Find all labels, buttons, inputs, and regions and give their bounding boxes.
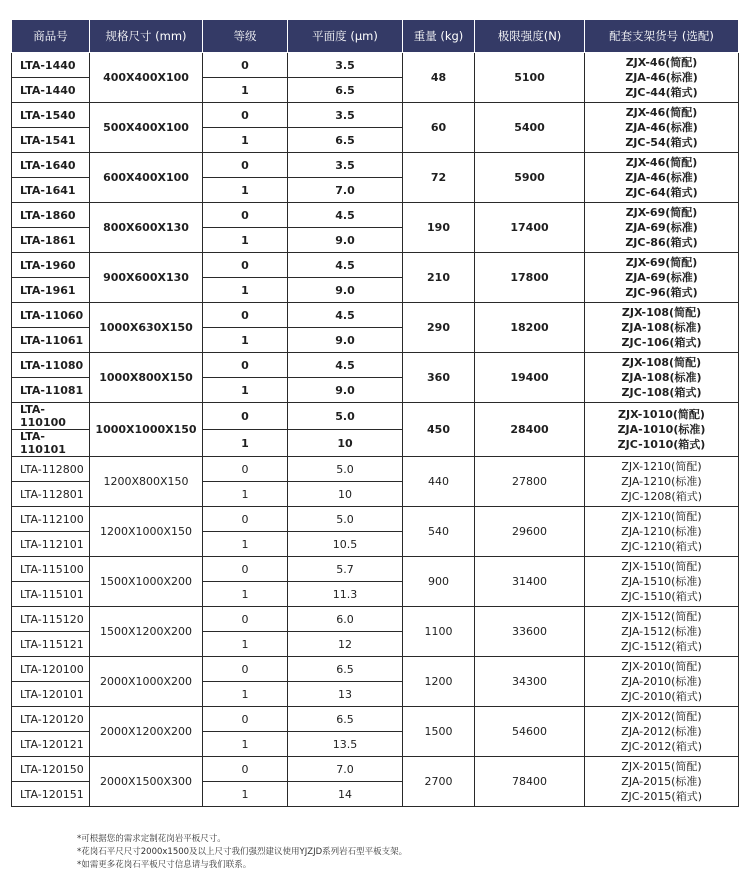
bracket-item: ZJX-1210(简配) — [621, 510, 702, 523]
col-header-grade: 等级 — [203, 20, 288, 53]
grade-cell: 0 — [203, 607, 288, 632]
flatness-cell: 9.0 — [288, 328, 403, 353]
bracket-item: ZJX-46(简配) — [625, 156, 698, 169]
grade-cell: 1 — [203, 430, 288, 457]
grade-cell: 1 — [203, 178, 288, 203]
col-header-bracket: 配套支架货号 (选配) — [585, 20, 739, 53]
bracket-item: ZJA-1010(标准) — [617, 423, 706, 436]
grade-cell: 0 — [203, 757, 288, 782]
model-number: LTA-112800 — [12, 457, 90, 482]
bracket-item: ZJC-108(箱式) — [621, 386, 702, 399]
bracket-cell — [585, 607, 739, 657]
bracket-item: ZJC-1208(箱式) — [620, 490, 702, 503]
grade-cell: 0 — [203, 153, 288, 178]
table-body — [12, 53, 739, 807]
bracket-item: ZJA-46(标准) — [625, 121, 698, 134]
bracket-item: ZJC-64(箱式) — [625, 186, 698, 199]
footnote: *可根据您的需求定制花岗岩平板尺寸。 — [77, 834, 226, 844]
table-row — [12, 353, 739, 378]
grade-cell: 0 — [203, 303, 288, 328]
flatness-cell: 3.5 — [288, 103, 403, 128]
table-row — [12, 303, 739, 328]
flatness-cell: 3.5 — [288, 153, 403, 178]
table-row — [12, 657, 739, 682]
flatness-cell: 6.5 — [288, 707, 403, 732]
bracket-item: ZJA-69(标准) — [625, 221, 698, 234]
model-number: LTA-1541 — [12, 128, 90, 153]
grade-cell: 0 — [203, 403, 288, 430]
model-number: LTA-1440 — [12, 78, 90, 103]
bracket-item: ZJC-2012(箱式) — [620, 740, 702, 753]
bracket-cell — [585, 657, 739, 707]
grade-cell: 1 — [203, 732, 288, 757]
grade-cell: 0 — [203, 557, 288, 582]
flatness-cell: 4.5 — [288, 203, 403, 228]
bracket-cell — [585, 403, 739, 457]
size-cell: 900X600X130 — [90, 253, 203, 303]
model-number: LTA-120121 — [12, 732, 90, 757]
bracket-cell — [585, 103, 739, 153]
flatness-cell: 13.5 — [288, 732, 403, 757]
flatness-cell: 4.5 — [288, 253, 403, 278]
table-row — [12, 253, 739, 278]
size-cell: 500X400X100 — [90, 103, 203, 153]
bracket-item: ZJA-46(标准) — [625, 171, 698, 184]
bracket-item: ZJC-2010(箱式) — [620, 690, 702, 703]
grade-cell: 0 — [203, 53, 288, 78]
flatness-cell: 10 — [288, 482, 403, 507]
flatness-cell: 13 — [288, 682, 403, 707]
model-number: LTA-120120 — [12, 707, 90, 732]
size-cell: 2000X1500X300 — [90, 757, 203, 807]
footnote: *花岗石平尺尺寸2000x1500及以上尺寸我们强烈建议使用YJZJD系列岩石型平板支架。 — [77, 847, 408, 857]
grade-cell: 1 — [203, 682, 288, 707]
grade-cell: 0 — [203, 203, 288, 228]
size-cell: 800X600X130 — [90, 203, 203, 253]
flatness-cell: 5.0 — [288, 507, 403, 532]
model-number: LTA-120101 — [12, 682, 90, 707]
model-number: LTA-11061 — [12, 328, 90, 353]
size-cell: 600X400X100 — [90, 153, 203, 203]
strength-cell: 33600 — [475, 607, 585, 657]
weight-cell: 60 — [403, 103, 475, 153]
table-row — [12, 757, 739, 782]
table-row — [12, 153, 739, 178]
strength-cell: 18200 — [475, 303, 585, 353]
flatness-cell: 10 — [288, 430, 403, 457]
flatness-cell: 5.0 — [288, 403, 403, 430]
grade-cell: 1 — [203, 482, 288, 507]
flatness-cell: 6.5 — [288, 128, 403, 153]
bracket-cell — [585, 303, 739, 353]
flatness-cell: 6.5 — [288, 657, 403, 682]
size-cell: 1500X1200X200 — [90, 607, 203, 657]
flatness-cell: 4.5 — [288, 353, 403, 378]
size-cell: 2000X1000X200 — [90, 657, 203, 707]
bracket-item: ZJX-2012(简配) — [621, 710, 702, 723]
bracket-cell — [585, 557, 739, 607]
strength-cell: 5900 — [475, 153, 585, 203]
weight-cell: 360 — [403, 353, 475, 403]
bracket-item: ZJC-2015(箱式) — [620, 790, 702, 803]
bracket-item: ZJA-1510(标准) — [621, 575, 702, 588]
grade-cell: 1 — [203, 378, 288, 403]
flatness-cell: 11.3 — [288, 582, 403, 607]
strength-cell: 54600 — [475, 707, 585, 757]
strength-cell: 28400 — [475, 403, 585, 457]
flatness-cell: 9.0 — [288, 378, 403, 403]
size-cell: 1000X630X150 — [90, 303, 203, 353]
weight-cell: 72 — [403, 153, 475, 203]
model-number: LTA-1861 — [12, 228, 90, 253]
strength-cell: 29600 — [475, 507, 585, 557]
bracket-cell — [585, 203, 739, 253]
model-number: LTA-1640 — [12, 153, 90, 178]
col-header-flatness: 平面度 (µm) — [288, 20, 403, 53]
flatness-cell: 7.0 — [288, 178, 403, 203]
bracket-item: ZJC-1512(箱式) — [620, 640, 702, 653]
col-header-size: 规格尺寸 (mm) — [90, 20, 203, 53]
grade-cell: 0 — [203, 507, 288, 532]
grade-cell: 0 — [203, 707, 288, 732]
col-header-model: 商品号 — [12, 20, 90, 53]
footnote: *如需更多花岗石平板尺寸信息请与我们联系。 — [77, 860, 252, 870]
model-number: LTA-112101 — [12, 532, 90, 557]
weight-cell: 48 — [403, 53, 475, 103]
weight-cell: 210 — [403, 253, 475, 303]
bracket-item: ZJA-1210(标准) — [621, 475, 702, 488]
model-number: LTA-110101 — [12, 430, 90, 457]
bracket-cell — [585, 507, 739, 557]
bracket-cell — [585, 253, 739, 303]
strength-cell: 34300 — [475, 657, 585, 707]
weight-cell: 450 — [403, 403, 475, 457]
weight-cell: 900 — [403, 557, 475, 607]
model-number: LTA-115120 — [12, 607, 90, 632]
model-number: LTA-110100 — [12, 403, 90, 430]
strength-cell: 19400 — [475, 353, 585, 403]
table-row — [12, 203, 739, 228]
bracket-item: ZJX-1510(简配) — [621, 560, 702, 573]
footnotes — [77, 833, 407, 872]
flatness-cell: 6.0 — [288, 607, 403, 632]
flatness-cell: 7.0 — [288, 757, 403, 782]
flatness-cell: 3.5 — [288, 53, 403, 78]
bracket-item: ZJC-96(箱式) — [625, 286, 698, 299]
bracket-item: ZJC-106(箱式) — [621, 336, 702, 349]
bracket-item: ZJX-69(简配) — [625, 206, 698, 219]
grade-cell: 0 — [203, 657, 288, 682]
strength-cell: 17400 — [475, 203, 585, 253]
bracket-item: ZJA-108(标准) — [621, 321, 702, 334]
flatness-cell: 9.0 — [288, 228, 403, 253]
bracket-item: ZJX-108(简配) — [621, 306, 702, 319]
bracket-cell — [585, 457, 739, 507]
flatness-cell: 12 — [288, 632, 403, 657]
bracket-item: ZJC-1210(箱式) — [620, 540, 702, 553]
weight-cell: 290 — [403, 303, 475, 353]
size-cell: 1200X800X150 — [90, 457, 203, 507]
weight-cell: 1100 — [403, 607, 475, 657]
bracket-item: ZJA-2010(标准) — [621, 675, 702, 688]
flatness-cell: 5.0 — [288, 457, 403, 482]
model-number: LTA-120151 — [12, 782, 90, 807]
table-row — [12, 457, 739, 482]
bracket-item: ZJA-2015(标准) — [621, 775, 702, 788]
bracket-item: ZJA-1210(标准) — [621, 525, 702, 538]
model-number: LTA-115121 — [12, 632, 90, 657]
grade-cell: 1 — [203, 582, 288, 607]
model-number: LTA-1860 — [12, 203, 90, 228]
bracket-item: ZJC-44(箱式) — [625, 86, 698, 99]
col-header-strength: 极限强度(N) — [475, 20, 585, 53]
bracket-cell — [585, 757, 739, 807]
grade-cell: 1 — [203, 78, 288, 103]
model-number: LTA-115101 — [12, 582, 90, 607]
bracket-item: ZJX-46(简配) — [625, 56, 698, 69]
grade-cell: 0 — [203, 253, 288, 278]
spec-table — [11, 19, 739, 807]
model-number: LTA-1960 — [12, 253, 90, 278]
bracket-item: ZJX-1210(简配) — [621, 460, 702, 473]
model-number: LTA-1961 — [12, 278, 90, 303]
bracket-cell — [585, 53, 739, 103]
table-row — [12, 507, 739, 532]
flatness-cell: 9.0 — [288, 278, 403, 303]
flatness-cell: 4.5 — [288, 303, 403, 328]
model-number: LTA-11080 — [12, 353, 90, 378]
weight-cell: 540 — [403, 507, 475, 557]
model-number: LTA-120150 — [12, 757, 90, 782]
model-number: LTA-115100 — [12, 557, 90, 582]
bracket-item: ZJC-1010(箱式) — [617, 438, 706, 451]
size-cell: 1000X1000X150 — [90, 403, 203, 457]
header-row — [12, 20, 739, 53]
model-number: LTA-11060 — [12, 303, 90, 328]
bracket-item: ZJA-69(标准) — [625, 271, 698, 284]
model-number: LTA-120100 — [12, 657, 90, 682]
model-number: LTA-1440 — [12, 53, 90, 78]
strength-cell: 5100 — [475, 53, 585, 103]
grade-cell: 0 — [203, 457, 288, 482]
table-row — [12, 707, 739, 732]
strength-cell: 31400 — [475, 557, 585, 607]
bracket-item: ZJX-1512(简配) — [621, 610, 702, 623]
bracket-item: ZJX-1010(简配) — [618, 408, 705, 421]
weight-cell: 1500 — [403, 707, 475, 757]
model-number: LTA-112100 — [12, 507, 90, 532]
flatness-cell: 10.5 — [288, 532, 403, 557]
grade-cell: 0 — [203, 353, 288, 378]
strength-cell: 17800 — [475, 253, 585, 303]
size-cell: 2000X1200X200 — [90, 707, 203, 757]
bracket-item: ZJC-86(箱式) — [625, 236, 698, 249]
table-row — [12, 53, 739, 78]
model-number: LTA-1641 — [12, 178, 90, 203]
flatness-cell: 6.5 — [288, 78, 403, 103]
bracket-item: ZJC-54(箱式) — [625, 136, 698, 149]
bracket-item: ZJX-2010(简配) — [621, 660, 702, 673]
strength-cell: 78400 — [475, 757, 585, 807]
weight-cell: 2700 — [403, 757, 475, 807]
grade-cell: 1 — [203, 328, 288, 353]
flatness-cell: 5.7 — [288, 557, 403, 582]
bracket-item: ZJX-46(简配) — [625, 106, 698, 119]
table-row — [12, 403, 739, 430]
bracket-item: ZJX-69(简配) — [625, 256, 698, 269]
table-row — [12, 607, 739, 632]
bracket-item: ZJA-1512(标准) — [621, 625, 702, 638]
strength-cell: 5400 — [475, 103, 585, 153]
grade-cell: 1 — [203, 228, 288, 253]
bracket-item: ZJC-1510(箱式) — [620, 590, 702, 603]
bracket-item: ZJA-2012(标准) — [621, 725, 702, 738]
bracket-item: ZJX-108(简配) — [621, 356, 702, 369]
table-row — [12, 103, 739, 128]
size-cell: 1000X800X150 — [90, 353, 203, 403]
size-cell: 400X400X100 — [90, 53, 203, 103]
grade-cell: 1 — [203, 532, 288, 557]
table-row — [12, 557, 739, 582]
flatness-cell: 14 — [288, 782, 403, 807]
weight-cell: 190 — [403, 203, 475, 253]
model-number: LTA-11081 — [12, 378, 90, 403]
bracket-item: ZJX-2015(简配) — [621, 760, 702, 773]
col-header-weight: 重量 (kg) — [403, 20, 475, 53]
weight-cell: 440 — [403, 457, 475, 507]
bracket-cell — [585, 707, 739, 757]
bracket-item: ZJA-46(标准) — [625, 71, 698, 84]
bracket-cell — [585, 153, 739, 203]
strength-cell: 27800 — [475, 457, 585, 507]
model-number: LTA-112801 — [12, 482, 90, 507]
size-cell: 1200X1000X150 — [90, 507, 203, 557]
model-number: LTA-1540 — [12, 103, 90, 128]
grade-cell: 1 — [203, 632, 288, 657]
grade-cell: 1 — [203, 278, 288, 303]
grade-cell: 1 — [203, 128, 288, 153]
bracket-cell — [585, 353, 739, 403]
grade-cell: 1 — [203, 782, 288, 807]
bracket-item: ZJA-108(标准) — [621, 371, 702, 384]
grade-cell: 0 — [203, 103, 288, 128]
size-cell: 1500X1000X200 — [90, 557, 203, 607]
weight-cell: 1200 — [403, 657, 475, 707]
